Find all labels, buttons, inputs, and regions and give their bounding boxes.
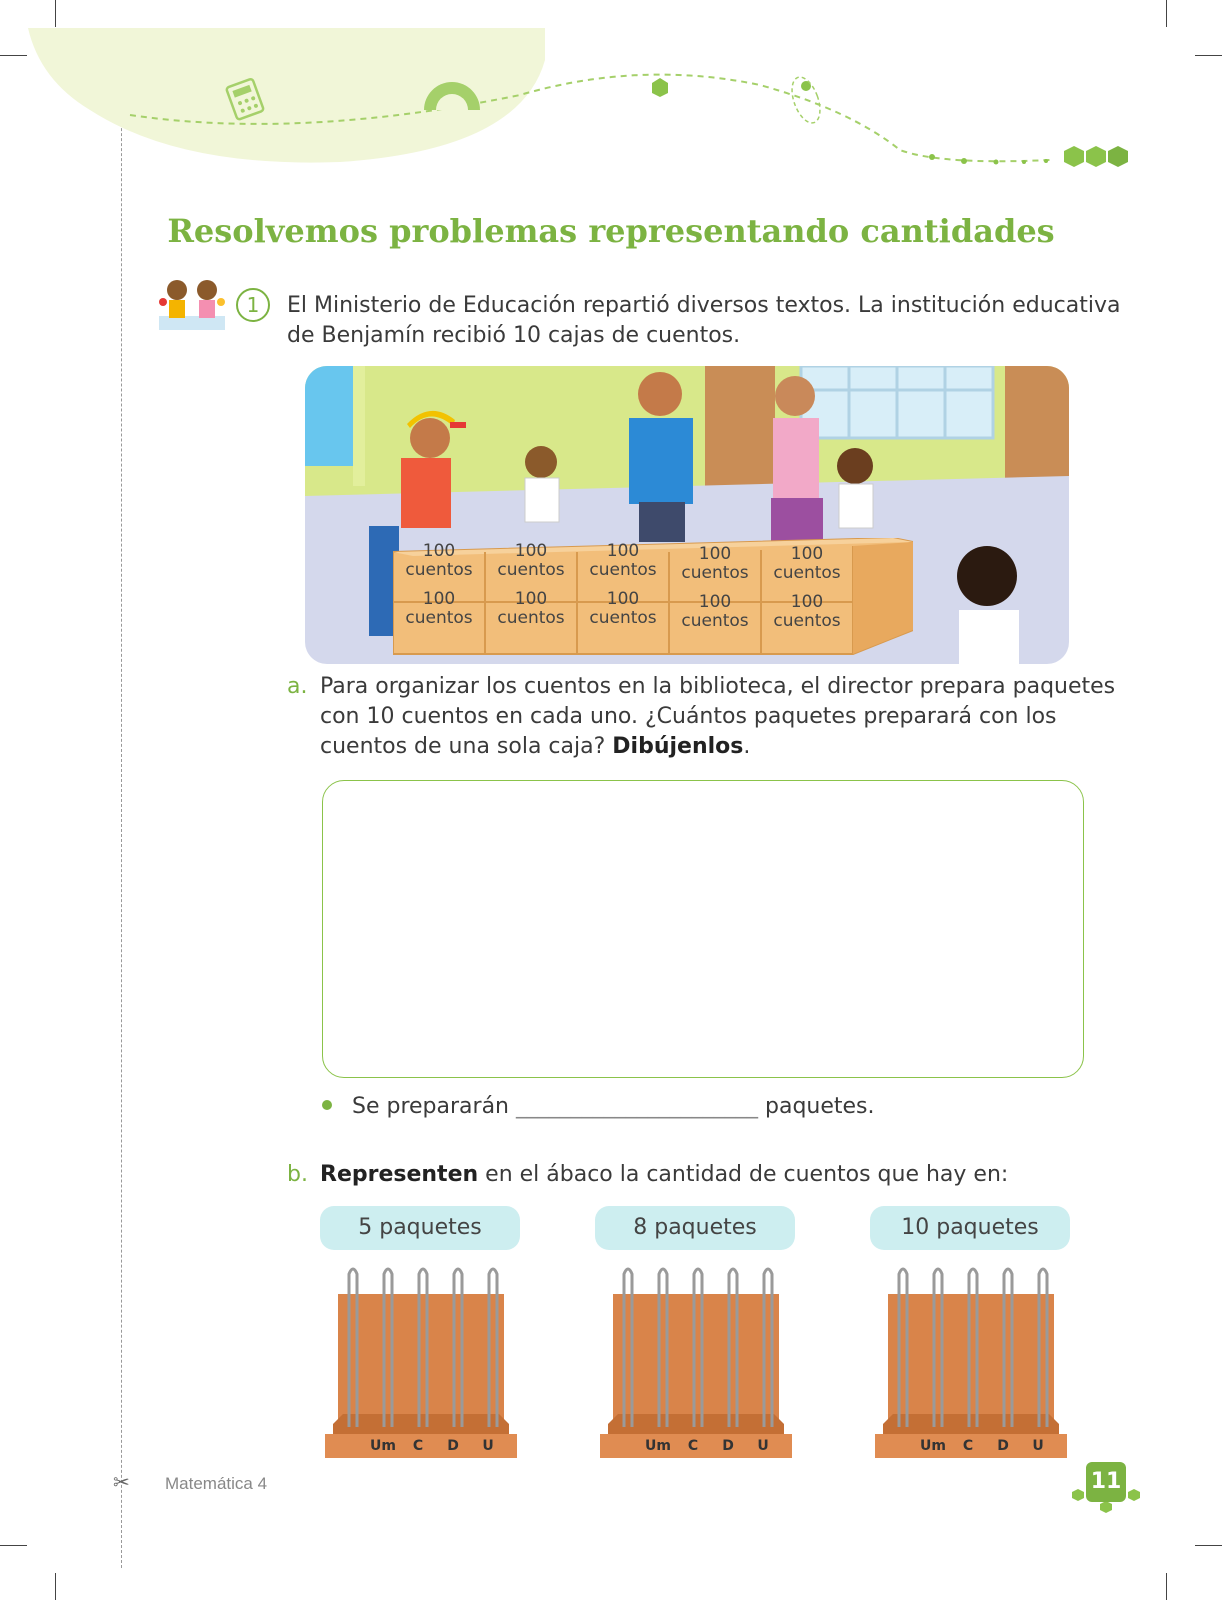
box-label — [761, 593, 853, 631]
box-label — [393, 590, 485, 628]
box-label-number: 100 — [514, 541, 548, 561]
abacus-column-label: D — [997, 1438, 1009, 1454]
box-label — [485, 590, 577, 628]
scissors-icon: ✂ — [113, 1470, 130, 1494]
problem-number: 1 — [236, 288, 270, 322]
bullet-icon — [322, 1100, 332, 1110]
box-label-number: 100 — [790, 544, 824, 564]
label-8-paquetes: 8 paquetes — [595, 1206, 795, 1250]
box-label — [393, 542, 485, 580]
abacus-column-label: U — [757, 1438, 769, 1454]
abacus-column-label: D — [722, 1438, 734, 1454]
box-label-number: 100 — [698, 592, 732, 612]
box-label-word: cuentos — [589, 608, 657, 628]
part-a-line-1: Para organizar los cuentos en la biblioteca, el director prepara paquetes — [320, 674, 1116, 699]
box-label-word: cuentos — [405, 608, 473, 628]
answer-line — [352, 1092, 875, 1122]
drawing-area[interactable] — [322, 780, 1084, 1078]
box-label-word: cuentos — [681, 611, 749, 631]
box-label-number: 100 — [422, 541, 456, 561]
abacus[interactable] — [598, 1262, 794, 1462]
page-title: Resolvemos problemas representando cantidades — [167, 212, 1055, 250]
box-label-word: cuentos — [497, 560, 565, 580]
abacus-graphic — [598, 1262, 794, 1462]
answer-prefix: Se prepararán — [352, 1094, 509, 1119]
problem-line-2: de Benjamín recibió 10 cajas de cuentos. — [287, 323, 741, 348]
part-b-letter: b. — [287, 1162, 308, 1187]
crop-mark — [1166, 1573, 1167, 1600]
classroom-illustration — [305, 366, 1069, 664]
book-title: Matemática 4 — [165, 1474, 268, 1493]
box-label-word: cuentos — [589, 560, 657, 580]
box-label-number: 100 — [422, 589, 456, 609]
box-label — [761, 545, 853, 583]
abacus-column-label: C — [962, 1438, 974, 1454]
box-label-word: cuentos — [497, 608, 565, 628]
box-label — [485, 542, 577, 580]
abacus-graphic — [323, 1262, 519, 1462]
box-label-word: cuentos — [405, 560, 473, 580]
label-10-paquetes: 10 paquetes — [870, 1206, 1070, 1250]
crop-mark — [0, 1545, 27, 1546]
abacus-graphic — [873, 1262, 1069, 1462]
cut-line — [121, 28, 122, 1568]
box-label-number: 100 — [606, 541, 640, 561]
abacus-column-label: Um — [645, 1438, 671, 1454]
answer-suffix: paquetes. — [765, 1094, 875, 1119]
abacus[interactable] — [873, 1262, 1069, 1462]
part-a-line-2: con 10 cuentos en cada uno. ¿Cuántos paquetes preparará con los — [320, 704, 1057, 729]
box-label — [577, 542, 669, 580]
answer-blank[interactable]: ______________________ — [516, 1094, 758, 1119]
problem-line-1: El Ministerio de Educación repartió diversos textos. La institución educativa — [287, 293, 1121, 318]
abacus-column-label: U — [1032, 1438, 1044, 1454]
abacus-column-label: D — [447, 1438, 459, 1454]
box-label — [577, 590, 669, 628]
box-label-number: 100 — [606, 589, 640, 609]
boy-1 — [525, 446, 559, 522]
header-decoration — [0, 0, 1222, 200]
crop-mark — [55, 1573, 56, 1600]
box-label-number: 100 — [698, 544, 732, 564]
box-label — [669, 593, 761, 631]
girl-1 — [837, 448, 873, 528]
box-label — [669, 545, 761, 583]
abacus-column-label: C — [412, 1438, 424, 1454]
abacus-column-label: C — [687, 1438, 699, 1454]
crop-mark — [1195, 1545, 1222, 1546]
cubes-icon — [1064, 146, 1128, 167]
label-5-paquetes: 5 paquetes — [320, 1206, 520, 1250]
abacus[interactable] — [323, 1262, 519, 1462]
box-label-word: cuentos — [773, 563, 841, 583]
box-label-word: cuentos — [773, 611, 841, 631]
box-label-number: 100 — [790, 592, 824, 612]
part-a-letter: a. — [287, 674, 308, 699]
students-icon — [155, 272, 231, 334]
abacus-column-label: Um — [920, 1438, 946, 1454]
abacus-column-label: Um — [370, 1438, 396, 1454]
instruction-bold: Dibújenlos — [612, 734, 744, 759]
page-number: 11 — [1086, 1462, 1126, 1502]
abacus-column-label: U — [482, 1438, 494, 1454]
box-label-number: 100 — [514, 589, 548, 609]
box-label-word: cuentos — [681, 563, 749, 583]
part-b-line: Representen en el ábaco la cantidad de cuentos que hay en: — [320, 1162, 1009, 1187]
part-a-line-3: cuentos de una sola caja? Dibújenlos. — [320, 734, 751, 759]
